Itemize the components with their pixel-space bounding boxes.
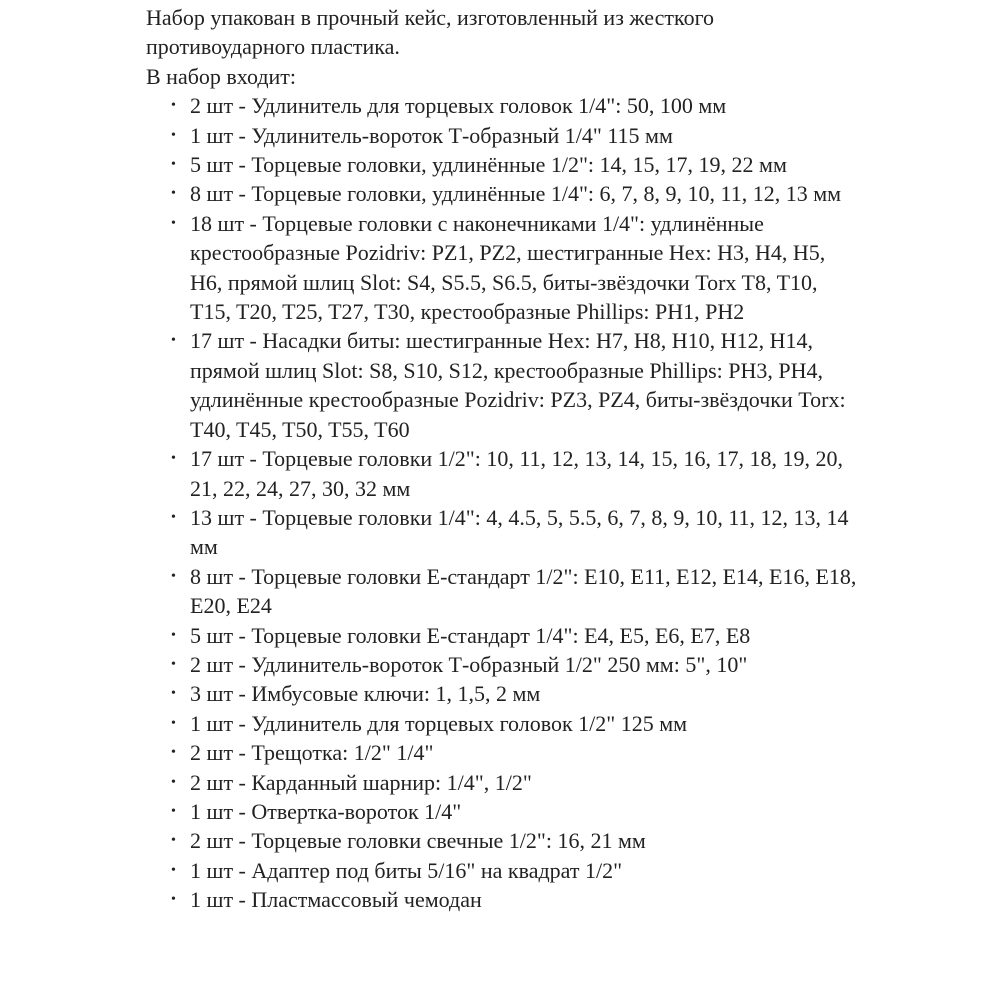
list-item [146, 797, 860, 826]
bullet-icon: • [171, 186, 176, 202]
bullet-icon: • [171, 509, 176, 525]
list-item-text: 2 шт - Трещотка: 1/2" 1/4" [190, 740, 434, 766]
list-item-text: 3 шт - Имбусовые ключи: 1, 1,5, 2 мм [190, 681, 541, 707]
list-item-text: 2 шт - Торцевые головки свечные 1/2": 16, 21 мм [190, 828, 646, 854]
list-item [146, 179, 860, 208]
list-item [146, 885, 860, 914]
bullet-icon: • [171, 127, 176, 143]
list-item [146, 209, 860, 327]
list-item [146, 738, 860, 767]
list-item [146, 91, 860, 120]
bullet-icon: • [171, 833, 176, 849]
bullet-icon: • [171, 215, 176, 231]
document-body [146, 3, 866, 915]
list-item [146, 444, 860, 503]
bullet-icon: • [171, 451, 176, 467]
set-contents-heading: В набор входит: [146, 63, 297, 89]
list-item [146, 679, 860, 708]
bullet-icon: • [171, 656, 176, 672]
bullet-icon: • [171, 862, 176, 878]
bullet-icon: • [171, 715, 176, 731]
list-item-text: 13 шт - Торцевые головки 1/4": 4, 4.5, 5, 5.5, 6, 7, 8, 9, 10, 11, 12, 13, 14 мм [190, 504, 849, 560]
list-item-text: 2 шт - Удлинитель-вороток Т-образный 1/2" 250 мм: 5", 10" [190, 651, 748, 677]
intro-text-line-2: противоударного пластика. [146, 34, 400, 60]
list-item-text: 1 шт - Отвертка-вороток 1/4" [190, 798, 462, 824]
list-item [146, 650, 860, 679]
list-item [146, 562, 860, 621]
list-item-text: 8 шт - Торцевые головки Е-стандарт 1/2": E10, E11, E12, E14, E16, E18, E20, E24 [190, 563, 857, 619]
bullet-icon: • [171, 98, 176, 114]
bullet-icon: • [171, 333, 176, 349]
list-item [146, 326, 860, 444]
set-contents-list [146, 91, 866, 914]
list-item-text: 8 шт - Торцевые головки, удлинённые 1/4": 6, 7, 8, 9, 10, 11, 12, 13 мм [190, 181, 842, 207]
bullet-icon: • [171, 627, 176, 643]
bullet-icon: • [171, 892, 176, 908]
list-item-text: 5 шт - Торцевые головки Е-стандарт 1/4": E4, E5, E6, E7, E8 [190, 622, 751, 648]
bullet-icon: • [171, 686, 176, 702]
list-item-text: 17 шт - Торцевые головки 1/2": 10, 11, 12, 13, 14, 15, 16, 17, 18, 19, 20, 21, 22, 24, 27, 30, 32 мм [190, 446, 844, 501]
bullet-icon: • [171, 157, 176, 173]
bullet-icon: • [171, 803, 176, 819]
bullet-icon: • [171, 745, 176, 761]
list-item-text: 5 шт - Торцевые головки, удлинённые 1/2": 14, 15, 17, 19, 22 мм [190, 152, 787, 178]
list-item-text: 18 шт - Торцевые головки с наконечниками 1/4": удлинённые крестообразные Pozidriv: PZ1, PZ2, шестигранные Hex: H3, H4, H5, H6, прямой шлиц Slot: S4, S5.5, S6.5, биты-звёздочки Torx T8, T10, T15, T20, T25, T27, T30, крестообразные Phillips: PH1, PH2 [190, 210, 826, 325]
list-item-text: 1 шт - Пластмассовый чемодан [190, 887, 482, 913]
list-item-text: 1 шт - Удлинитель-вороток Т-образный 1/4" 115 мм [190, 122, 673, 148]
list-item-text: 1 шт - Адаптер под биты 5/16" на квадрат 1/2" [190, 857, 623, 883]
list-item-text: 2 шт - Удлинитель для торцевых головок 1/4": 50, 100 мм [190, 93, 727, 119]
list-item [146, 768, 860, 797]
list-item [146, 121, 860, 150]
list-item [146, 826, 860, 855]
list-item [146, 709, 860, 738]
list-item-text: 1 шт - Удлинитель для торцевых головок 1/2" 125 мм [190, 710, 688, 736]
bullet-icon: • [171, 774, 176, 790]
list-item [146, 503, 860, 562]
bullet-icon: • [171, 568, 176, 584]
list-item [146, 856, 860, 885]
intro-text-line-1: Набор упакован в прочный кейс, изготовленный из жесткого [146, 5, 715, 30]
list-item-text: 17 шт - Насадки биты: шестигранные Hex: H7, H8, H10, H12, H14, прямой шлиц Slot: S8, S10, S12, крестообразные Phillips: PH3, PH4, удлинённые крестообразные Pozidriv: PZ3, PZ4, биты-звёздочки Torx: T40, T45, T50, T55, T60 [190, 328, 846, 442]
list-item-text: 2 шт - Карданный шарнир: 1/4", 1/2" [190, 769, 532, 795]
list-item [146, 621, 860, 650]
list-item [146, 150, 860, 179]
